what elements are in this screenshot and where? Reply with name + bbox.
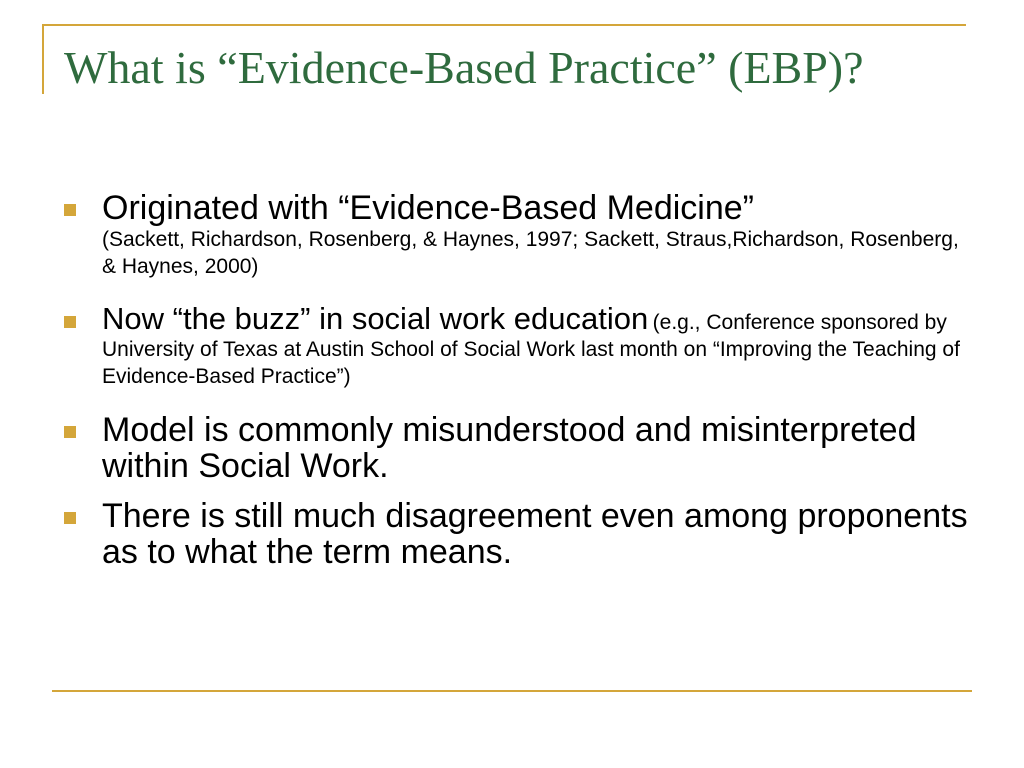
square-bullet-icon [64, 316, 76, 328]
bullet-lead-text: Now “the buzz” in social work education [102, 301, 649, 336]
bullet-item-disagreement [64, 498, 974, 570]
square-bullet-icon [64, 426, 76, 438]
bullet-lead-text: Originated with “Evidence-Based Medicine” [102, 189, 754, 227]
bullet-lead-text: There is still much disagreement even among proponents as to what the term means. [102, 497, 968, 571]
bullet-detail-text: (e.g., Conference sponsored by University of Texas at Austin School of Social Work last month on “Improving the Teaching of Evidence-Based Practice”) [102, 311, 960, 388]
square-bullet-icon [64, 512, 76, 524]
left-rule [42, 24, 44, 94]
bullet-lead-text: Model is commonly misunderstood and misinterpreted within Social Work. [102, 411, 917, 485]
square-bullet-icon [64, 204, 76, 216]
top-rule [42, 24, 966, 26]
bullet-list [64, 190, 974, 582]
bottom-rule [52, 690, 972, 692]
bullet-item-origin [64, 190, 974, 280]
slide-title: What is “Evidence-Based Practice” (EBP)? [64, 42, 864, 93]
bullet-item-misunderstood [64, 412, 974, 484]
bullet-item-buzz [64, 302, 974, 390]
bullet-citation-text: (Sackett, Richardson, Rosenberg, & Haynes, 1997; Sackett, Straus,Richardson, Rosenberg, & Haynes, 2000) [102, 228, 959, 278]
